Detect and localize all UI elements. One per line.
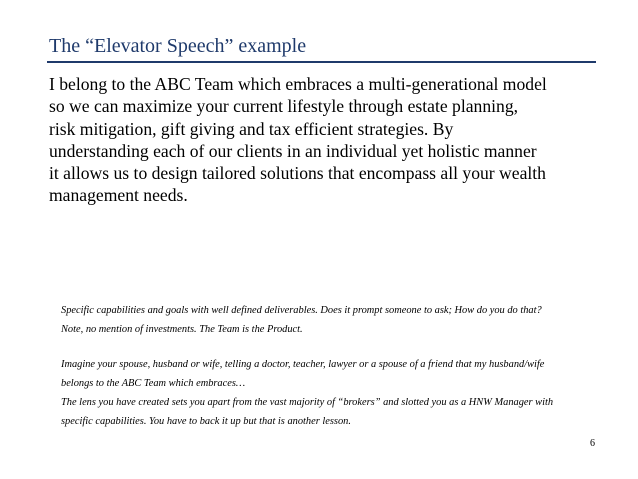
note-line: specific capabilities. You have to back it up but that is another lesson. — [61, 416, 351, 428]
body-line: so we can maximize your current lifestyle through estate planning, — [49, 96, 519, 117]
speaker-notes — [61, 301, 601, 432]
body-line: understanding each of our clients in an individual yet holistic manner — [49, 140, 537, 161]
note-line: The lens you have created sets you apart from the vast majority of “brokers” and slotted you as a HNW Manager with — [61, 397, 554, 409]
note-line: Note, no mention of investments. The Team is the Product. — [61, 324, 303, 336]
note-line: belongs to the ABC Team which embraces… — [61, 377, 246, 389]
note-line: Specific capabilities and goals with well defined deliverables. Does it prompt someone to ask; How do you do that? — [61, 305, 542, 316]
notes-spacer — [61, 340, 601, 355]
body-line: I belong to the ABC Team which embraces a multi-generational model — [49, 74, 547, 94]
body-line: risk mitigation, gift giving and tax efficient strategies. By — [49, 118, 454, 139]
title-divider — [47, 61, 596, 63]
note-line: Imagine your spouse, husband or wife, telling a doctor, teacher, lawyer or a spouse of a friend that my husband/wife — [61, 358, 545, 370]
body-line: it allows us to design tailored solutions that encompass all your wealth — [49, 163, 546, 184]
slide-title: The “Elevator Speech” example — [49, 35, 307, 57]
elevator-speech-body — [49, 73, 599, 207]
page-number: 6 — [590, 438, 595, 449]
body-line: management needs. — [49, 185, 188, 206]
